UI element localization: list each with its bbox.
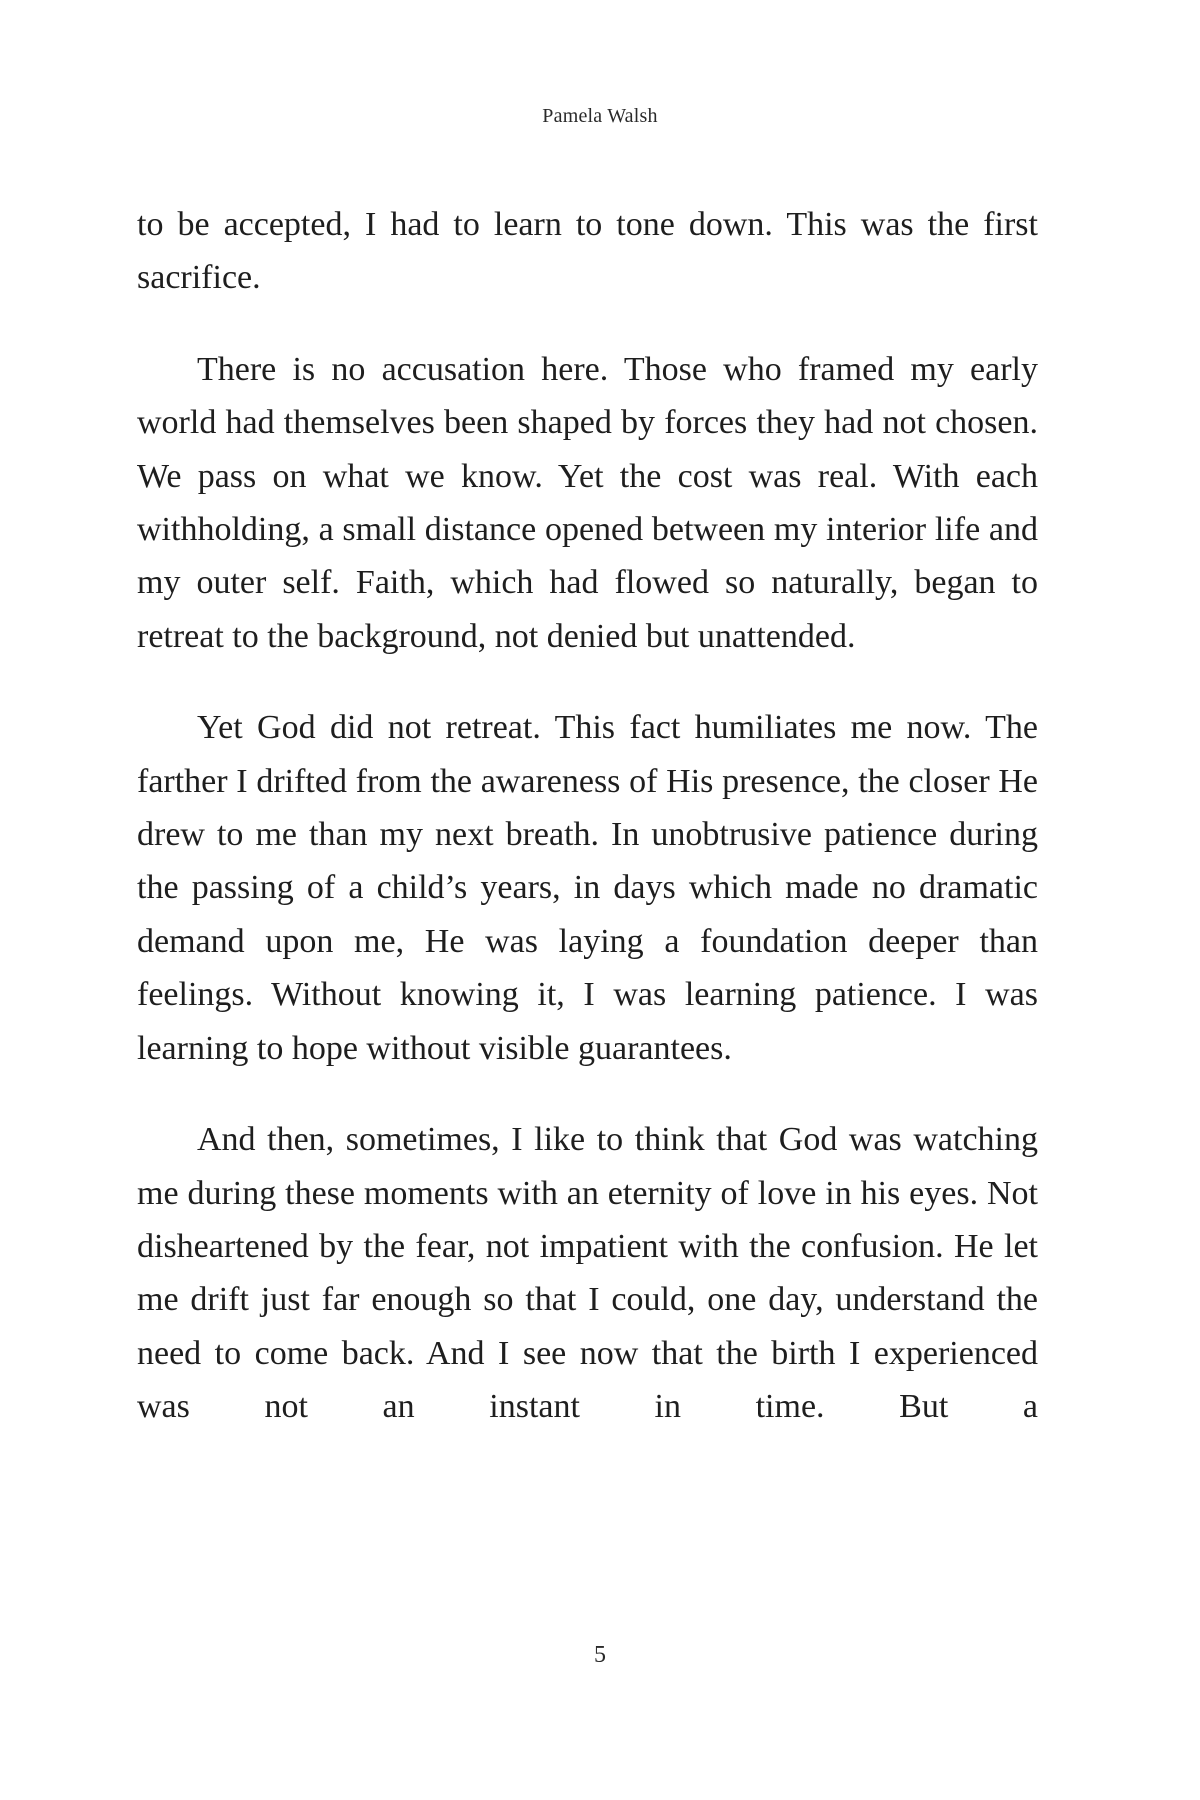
body-text [137, 198, 1038, 1472]
running-header-author: Pamela Walsh [542, 105, 658, 127]
paragraph-2: There is no accusation here. Those who framed my early world had themselves been shaped by forces they had not chosen. We pass on what we know. Yet the cost was real. With each withholding, a small distance opened between my interior life and my outer self. Faith, which had flowed so naturally, began to retreat to the background, not denied but unattended. [137, 350, 1038, 655]
paragraph-3: Yet God did not retreat. This fact humiliates me now. The farther I drifted from the awareness of His presence, the closer He drew to me than my next breath. In unobtrusive patience during the passing of a child’s years, in days which made no dramatic demand upon me, He was laying a foundation deeper than feelings. Without knowing it, I was learning patience. I was learning to hope without visible guarantees. [137, 709, 1038, 1067]
paragraph-4: And then, sometimes, I like to think that God was watching me during these moments with an eternity of love in his eyes. Not disheartened by the fear, not impatient with the confusion. He let me drift just far enough so that I could, one day, understand the need to come back. And I see now that the birth I experienced was not an instant in time. But a [137, 1121, 1038, 1426]
paragraph-1: to be accepted, I had to learn to tone down. This was the first sacrifice. [137, 206, 1038, 297]
page-number: 5 [594, 1642, 606, 1668]
